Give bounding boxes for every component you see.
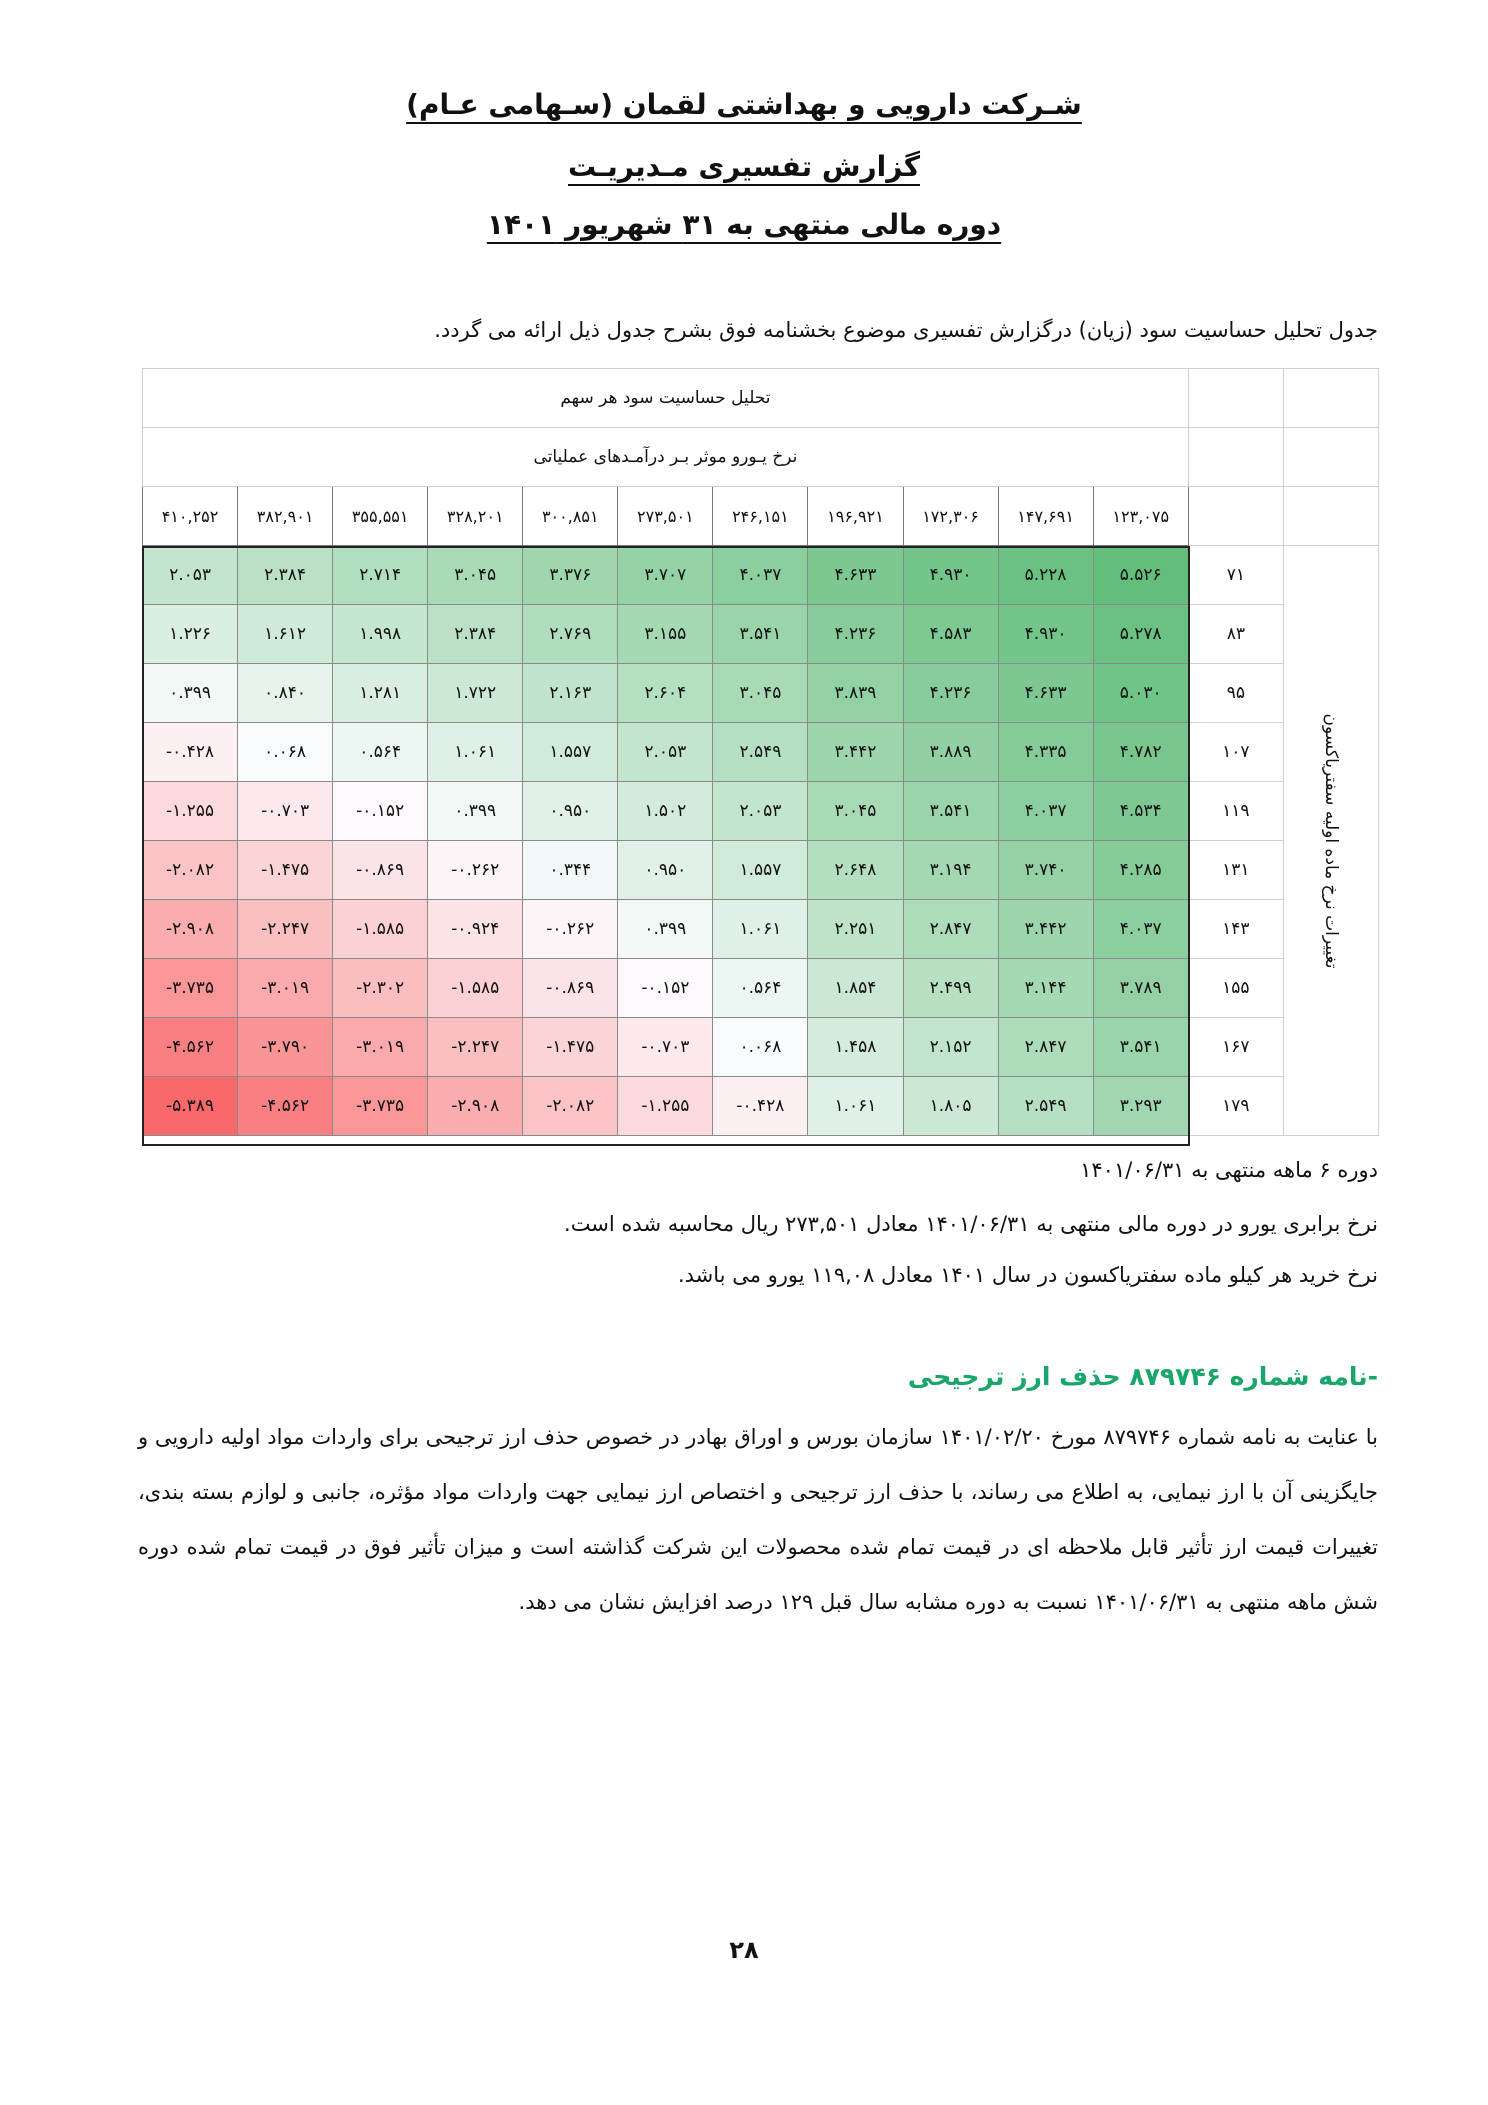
table-cell: -۰.۷۰۳ [618,1018,713,1077]
table-cell: ۴.۹۳۰ [903,546,998,605]
column-header: ۱۹۶,۹۲۱ [808,487,903,546]
table-cell: ۲.۰۵۳ [713,782,808,841]
table-cell: -۲.۲۴۷ [428,1018,523,1077]
table-row [143,664,1379,723]
table-cell: ۱.۶۱۲ [238,605,333,664]
column-header: ۳۲۸,۲۰۱ [428,487,523,546]
table-cell: ۳.۴۴۲ [998,900,1093,959]
company-title-text: شـرکت دارویی و بهداشتی لقمان (سـهامی عـام) [406,88,1082,121]
row-header: ۹۵ [1188,664,1283,723]
table-cell: -۲.۹۰۸ [428,1077,523,1136]
table-cell: ۲.۳۸۴ [428,605,523,664]
column-header: ۲۷۳,۵۰۱ [618,487,713,546]
table-cell: ۲.۶۰۴ [618,664,713,723]
page-number: ۲۸ [729,1936,759,1964]
table-cell: ۳.۰۴۵ [428,546,523,605]
table-cell: ۵.۰۳۰ [1093,664,1188,723]
column-header: ۲۴۶,۱۵۱ [713,487,808,546]
table-subtitle: نرخ یـورو موثر بـر درآمـدهای عملیاتی [143,428,1189,487]
table-cell: -۱.۵۸۵ [428,959,523,1018]
table-cell: ۲.۰۵۳ [618,723,713,782]
row-header: ۱۰۷ [1188,723,1283,782]
table-cell: ۳.۱۴۴ [998,959,1093,1018]
row-header: ۱۵۵ [1188,959,1283,1018]
table-cell: ۳.۸۳۹ [808,664,903,723]
table-cell: ۵.۲۲۸ [998,546,1093,605]
table-cell: ۰.۵۶۴ [333,723,428,782]
table-cell: ۱.۰۶۱ [428,723,523,782]
period-title [0,208,1488,241]
section-body: با عنایت به نامه شماره ۸۷۹۷۴۶ مورخ ۱۴۰۱/۰۲/۲۰ سازمان بورس و اوراق بهادر در خصوص حذف ارز ترجیحی برای واردات مواد اولیه دارویی و جایگزینی آن با ارز نیمایی، به اطلاع می رساند، با حذف ارز ترجیحی و اختصاص ارز نیمایی جهت واردات مواد مؤثره، جانبی و لوازم بسته بندی، تغییرات قیمت ارز تأثیر قابل ملاحظه ای در قیمت تمام شده محصولات این شرکت گذاشته است و میزان تأثیر فوق در قیمت تمام شده دوره شش ماهه منتهی به ۱۴۰۱/۰۶/۳۱ نسبت به دوره مشابه سال قبل ۱۲۹ درصد افزایش نشان می دهد. [138,1425,1379,1614]
table-cell: ۲.۱۵۲ [903,1018,998,1077]
empty-cell [1188,428,1283,487]
table-cell: -۴.۵۶۲ [238,1077,333,1136]
table-cell: ۰.۸۴۰ [238,664,333,723]
column-header: ۱۴۷,۶۹۱ [998,487,1093,546]
table-cell: -۰.۲۶۲ [523,900,618,959]
table-cell: ۳.۰۴۵ [808,782,903,841]
table-cell: ۱.۷۲۲ [428,664,523,723]
table-cell: -۰.۱۵۲ [618,959,713,1018]
table-cell: ۱.۸۰۵ [903,1077,998,1136]
table-cell: ۲.۴۹۹ [903,959,998,1018]
empty-cell [1283,487,1378,546]
table-cell: -۱.۲۵۵ [618,1077,713,1136]
report-title [0,150,1488,183]
row-header: ۷۱ [1188,546,1283,605]
table-row [143,959,1379,1018]
report-title-text: گزارش تفسیری مـدیریـت [568,150,920,183]
table-cell: -۲.۳۰۲ [333,959,428,1018]
table-cell: -۳.۷۹۰ [238,1018,333,1077]
row-axis-label: تغییرات نرخ ماده اولیه سفتریاکسون [1320,713,1341,968]
row-header: ۱۶۷ [1188,1018,1283,1077]
table-cell: ۰.۳۹۹ [428,782,523,841]
table-cell: -۱.۵۸۵ [333,900,428,959]
table-cell: ۲.۷۱۴ [333,546,428,605]
sensitivity-table [142,368,1379,1136]
table-cell: ۴.۲۳۶ [903,664,998,723]
table-cell: ۲.۶۴۸ [808,841,903,900]
table-cell: ۱.۵۵۷ [713,841,808,900]
table-cell: ۳.۸۸۹ [903,723,998,782]
table-row [143,1018,1379,1077]
table-cell: -۳.۷۳۵ [143,959,238,1018]
table-cell: -۳.۰۱۹ [333,1018,428,1077]
table-cell: ۲.۱۶۳ [523,664,618,723]
table-cell: ۰.۳۹۹ [618,900,713,959]
table-cell: -۲.۹۰۸ [143,900,238,959]
table-cell: ۵.۲۷۸ [1093,605,1188,664]
table-cell: ۲.۸۴۷ [998,1018,1093,1077]
table-cell: ۰.۳۴۴ [523,841,618,900]
row-header: ۱۷۹ [1188,1077,1283,1136]
table-cell: -۰.۹۲۴ [428,900,523,959]
table-cell: ۳.۷۸۹ [1093,959,1188,1018]
column-header: ۴۱۰,۲۵۲ [143,487,238,546]
table-cell: ۴.۰۳۷ [713,546,808,605]
table-cell: -۱.۴۷۵ [238,841,333,900]
note-euro-rate: نرخ برابری یورو در دوره مالی منتهی به ۱۴۰۱/۰۶/۳۱ معادل ۲۷۳,۵۰۱ ریال محاسبه شده است. [564,1212,1378,1236]
table-cell: -۰.۸۶۹ [333,841,428,900]
table-cell: ۴.۰۳۷ [1093,900,1188,959]
row-axis-label-cell [1283,546,1378,1136]
company-title [0,88,1488,121]
empty-cell [1188,487,1283,546]
table-row [143,723,1379,782]
table-cell: ۳.۵۴۱ [1093,1018,1188,1077]
table-cell: ۲.۷۶۹ [523,605,618,664]
table-cell: ۰.۳۹۹ [143,664,238,723]
table-cell: ۲.۲۵۱ [808,900,903,959]
column-header: ۳۰۰,۸۵۱ [523,487,618,546]
table-cell: ۳.۴۴۲ [808,723,903,782]
table-cell: ۳.۱۹۴ [903,841,998,900]
table-cell: ۴.۲۳۶ [808,605,903,664]
table-cell: ۲.۵۴۹ [998,1077,1093,1136]
table-cell: ۰.۰۶۸ [713,1018,808,1077]
table-cell: ۱.۸۵۴ [808,959,903,1018]
table-cell: ۰.۹۵۰ [523,782,618,841]
table-cell: -۰.۷۰۳ [238,782,333,841]
table-cell: ۱.۵۰۲ [618,782,713,841]
empty-cell [1188,369,1283,428]
table-title-row [143,369,1379,428]
table-cell: ۰.۵۶۴ [713,959,808,1018]
table-cell: -۰.۸۶۹ [523,959,618,1018]
table-cell: ۴.۷۸۲ [1093,723,1188,782]
table-cell: ۳.۵۴۱ [903,782,998,841]
column-header: ۳۸۲,۹۰۱ [238,487,333,546]
table-cell: -۲.۲۴۷ [238,900,333,959]
table-cell: ۰.۹۵۰ [618,841,713,900]
table-cell: ۵.۵۲۶ [1093,546,1188,605]
table-cell: ۳.۳۷۶ [523,546,618,605]
table-cell: ۳.۵۴۱ [713,605,808,664]
table-cell: -۰.۱۵۲ [333,782,428,841]
table-cell: -۲.۰۸۲ [523,1077,618,1136]
table-cell: -۳.۰۱۹ [238,959,333,1018]
table-cell: ۴.۲۸۵ [1093,841,1188,900]
table-cell: -۰.۴۲۸ [713,1077,808,1136]
table-cell: ۳.۷۴۰ [998,841,1093,900]
table-cell: ۲.۳۸۴ [238,546,333,605]
table-cell: ۱.۵۵۷ [523,723,618,782]
table-cell: ۱.۴۵۸ [808,1018,903,1077]
table-row [143,1077,1379,1136]
table-cell: ۴.۰۳۷ [998,782,1093,841]
table-cell: ۳.۲۹۳ [1093,1077,1188,1136]
table-cell: -۰.۲۶۲ [428,841,523,900]
period-title-text: دوره مالی منتهی به ۳۱ شهریور ۱۴۰۱ [486,208,1002,241]
table-row [143,546,1379,605]
table-subtitle-row [143,428,1379,487]
table-cell: ۴.۵۳۴ [1093,782,1188,841]
intro-text: جدول تحلیل حساسیت سود (زیان) درگزارش تفسیری موضوع بخشنامه فوق بشرح جدول ذیل ارائه می گردد. [434,318,1378,342]
table-title: تحلیل حساسیت سود هر سهم [143,369,1189,428]
empty-cell [1283,428,1378,487]
table-cell: ۴.۳۳۵ [998,723,1093,782]
table-cell: ۳.۱۵۵ [618,605,713,664]
table-row [143,841,1379,900]
section-heading: -نامه شماره ۸۷۹۷۴۶ حذف ارز ترجیحی [907,1362,1378,1391]
table-cell: -۴.۵۶۲ [143,1018,238,1077]
table-row [143,900,1379,959]
column-header: ۱۲۳,۰۷۵ [1093,487,1188,546]
table-cell: -۱.۲۵۵ [143,782,238,841]
table-cell: ۱.۲۸۱ [333,664,428,723]
table-cell: ۰.۰۶۸ [238,723,333,782]
table-cell: -۱.۴۷۵ [523,1018,618,1077]
table-cell: ۱.۹۹۸ [333,605,428,664]
table-cell: ۳.۰۴۵ [713,664,808,723]
column-header-row [143,487,1379,546]
table-cell: ۱.۰۶۱ [713,900,808,959]
table-cell: ۲.۸۴۷ [903,900,998,959]
column-header: ۳۵۵,۵۵۱ [333,487,428,546]
table-cell: ۴.۹۳۰ [998,605,1093,664]
table-cell: ۴.۶۳۳ [808,546,903,605]
row-header: ۱۳۱ [1188,841,1283,900]
table-cell: -۲.۰۸۲ [143,841,238,900]
column-header: ۱۷۲,۳۰۶ [903,487,998,546]
table-row [143,782,1379,841]
table-cell: ۲.۵۴۹ [713,723,808,782]
empty-cell [1283,369,1378,428]
table-cell: -۵.۳۸۹ [143,1077,238,1136]
table-cell: ۴.۶۳۳ [998,664,1093,723]
row-header: ۸۳ [1188,605,1283,664]
row-header: ۱۴۳ [1188,900,1283,959]
table-cell: ۲.۰۵۳ [143,546,238,605]
row-header: ۱۱۹ [1188,782,1283,841]
table-row [143,605,1379,664]
table-cell: ۴.۵۸۳ [903,605,998,664]
table-cell: ۱.۰۶۱ [808,1077,903,1136]
table-cell: ۳.۷۰۷ [618,546,713,605]
table-cell: -۰.۴۲۸ [143,723,238,782]
table-cell: ۱.۲۲۶ [143,605,238,664]
note-material-price: نرخ خرید هر کیلو ماده سفتریاکسون در سال ۱۴۰۱ معادل ۱۱۹,۰۸ یورو می باشد. [677,1263,1378,1287]
table-cell: -۳.۷۳۵ [333,1077,428,1136]
note-period: دوره ۶ ماهه منتهی به ۱۴۰۱/۰۶/۳۱ [1080,1158,1378,1182]
